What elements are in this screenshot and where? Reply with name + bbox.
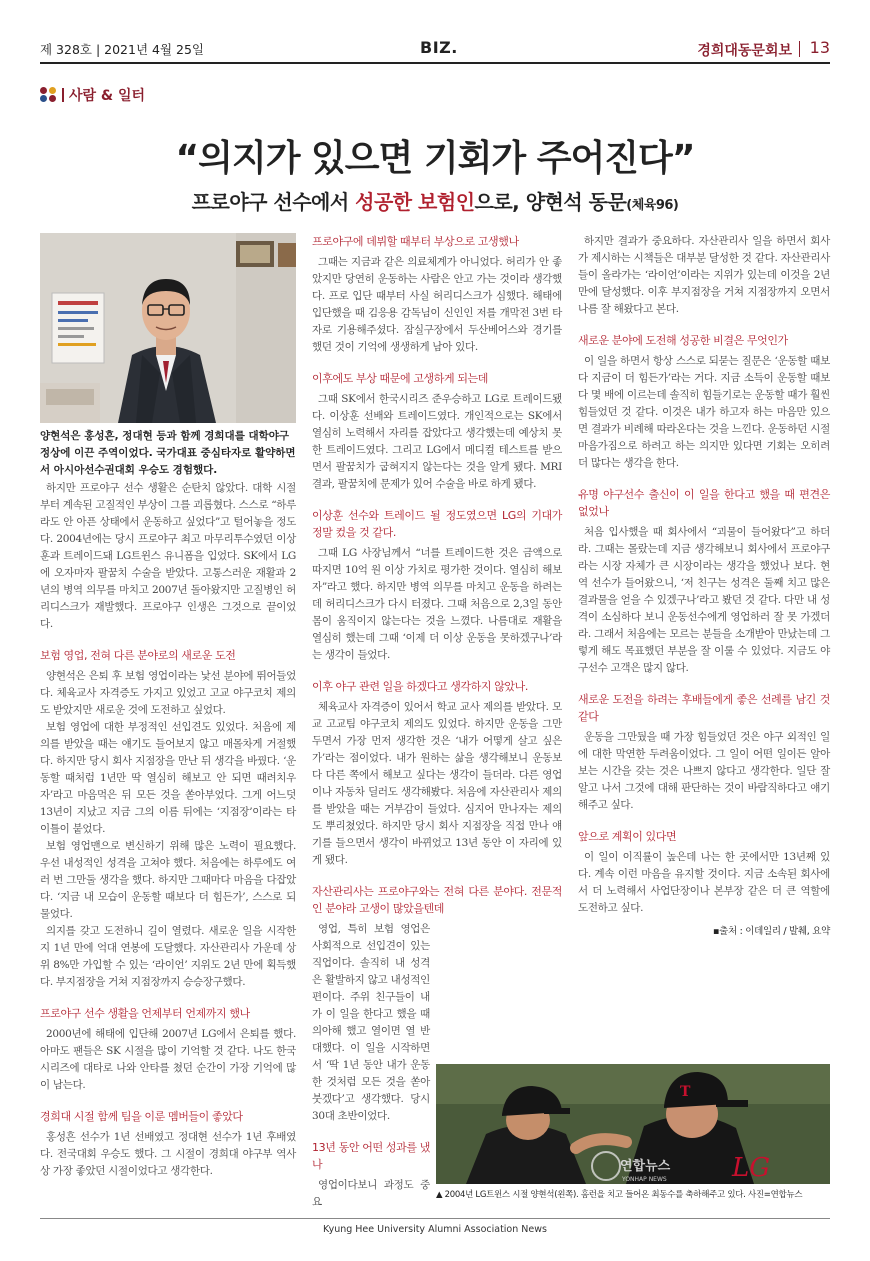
section-title: BIZ. xyxy=(420,38,458,57)
header-divider xyxy=(799,41,800,57)
issue-info: 제 328호 | 2021년 4월 25일 xyxy=(40,42,204,57)
lg-logo-text: LG xyxy=(732,1153,771,1183)
paragraph: 영업이다보니 과정도 중요 xyxy=(312,1179,430,1208)
subheadline: 프로야구 선수에서 성공한 보험인으로, 양현석 동문(체육96) xyxy=(191,190,679,214)
question-heading: 앞으로 계획이 있다면 xyxy=(578,830,677,843)
paragraph: 그때 LG 사장님께서 “너를 트레이드한 것은 금액으로 따지면 10억 원 이상 가치로 평가한 것이다. 열심히 해보자”라고 했다. 하지만 병역 의무를 마치고 운동을 하려는데 허리디스크가 다시 터졌다. 그때 처음으로 2,3일 동안 몸이 움직이지 않는다는 것을 느꼈다. 나름대로 재활을 열심히 했는데 그때 ‘이제 더 이상 운동을 못하겠구나’라는 생각이 들었다. xyxy=(312,547,562,661)
paragraph: 체육교사 자격증이 있어서 학교 교사 제의를 받았다. 모교 고교팀 야구코치 제의도 있었다. 하지만 운동을 그만두면서 가장 먼저 생각한 것은 ‘내가 어떻게 살고 싶은가’라는 점이었다. 내가 원하는 삶을 생각해보니 운동보다 다른 쪽에서 해보고 싶다는 생각이 들더라. 다른 영업이나 자동차 딜러도 생각해봤다. 처음에 자산관리사 제의를 받았을 때는 거부감이 들었다. 심지어 만나자는 제의도 뿌리쳤었다. 하지만 당시 회사 지점장을 직접 만나 얘기를 들으면서 생각이 바뀌었고 13년 동안 이 자리에 있게 됐다. xyxy=(312,701,562,866)
question-heading: 이후에도 부상 때문에 고생하게 되는데 xyxy=(312,372,489,385)
paragraph: 운동을 그만뒀을 때 가장 힘들었던 것은 야구 외적인 일에 대한 막연한 두려움이었다. 그 일이 어떤 일이든 알아보는 시간을 갖는 것은 나쁘지 않다고 생각한다. 일단 잘 알고 나서 그것에 대해 판단하는 것이 바람직하다고 얘기해주고 싶다. xyxy=(578,731,830,811)
question-heading: 새로운 도전을 하려는 후배들에게 좋은 선례를 남긴 것 같다 xyxy=(578,693,830,723)
paragraph: 이 일을 하면서 항상 스스로 되묻는 질문은 ‘운동할 때보다 지금이 더 힘든가’라는 거다. 지금 소득이 운동할 때보다 몇 배에 이르는데 솔직히 힘들기로는 운동할 때가 훨씬 힘들었던 것 같다. 이것은 내가 하고자 하는 마음만 있으면 결과가 비례해 따라온다는 것을 느낀다. 운동하던 시절 마음가짐으로 하려고 하는 의지만 있다면 기회는 오히려 더 많다는 생각을 한다. xyxy=(578,355,830,469)
baseball-photo-caption: ▲ 2004년 LG트윈스 시절 양현석(왼쪽). 홈런을 치고 들어온 최동수를 축하해주고 있다. 사진=연합뉴스 xyxy=(436,1190,803,1200)
source-note: ▪출처 : 이데일리 / 발췌, 요약 xyxy=(712,926,830,937)
portrait-photo xyxy=(40,233,296,423)
page-number: 13 xyxy=(809,38,830,57)
question-heading: 이상훈 선수와 트레이드 될 정도였으면 LG의 기대가 정말 컸을 것 같다. xyxy=(312,509,562,539)
svg-text:T: T xyxy=(680,1084,691,1100)
watermark-text: 연합뉴스 xyxy=(620,1159,671,1174)
question-heading: 13년 동안 어떤 성과를 냈나 xyxy=(312,1141,430,1171)
headline: “의지가 있으면 기회가 주어진다” xyxy=(175,138,695,179)
paragraph: 하지만 프로야구 선수 생활은 순탄치 않았다. 대학 시절부터 계속된 고질적인 부상이 그를 괴롭혔다. 스스로 “하루라도 안 아픈 상태에서 운동하고 싶었다”고 털어놓을 정도다. 2004년에는 당시 프로야구 최고 마무리투수였던 이상훈과 트레이드돼 LG트윈스 유니폼을 입었다. SK에서 LG에 오자마자 팔꿈치 수술을 받았다. 고통스러운 재활과 2년의 병역 의무를 마치고 2007년 돌아왔지만 고질병인 허리디스크가 재발했다. 프로야구 인생은 그것으로 끝이었다. xyxy=(40,482,296,630)
question-heading: 프로야구 선수 생활을 언제부터 언제까지 했나 xyxy=(40,1007,250,1020)
paragraph: 보험 영업에 대한 부정적인 선입견도 있었다. 처음에 제의를 받았을 때는 얘기도 들어보지 않고 매몰차게 거절했다. 하지만 당시 회사 지점장을 만난 뒤 생각을 바꿨다. ‘운동할 때처럼 1년만 딱 열심히 해보고 안 되면 때려치우자’라고 마음먹은 뒤 모든 것을 쏟아부었다. 그게 어느덧 13년이 지났고 지금 그의 이름 뒤에는 ‘지점장’이라는 타이틀이 붙었다. xyxy=(40,721,296,835)
page-footer: Kyung Hee University Alumni Association News xyxy=(40,1218,830,1235)
paragraph: 하지만 결과가 중요하다. 자산관리사 일을 하면서 회사가 제시하는 시책들은 대부분 달성한 것 같다. 자산관리사들이 올라가는 ‘라이언’이라는 지위가 있는데 이것을 2년 만에 달성했다. 이후 부지점장을 거쳐 지점장까지 오면서 나름 잘 해왔다고 본다. xyxy=(578,235,830,315)
column-3 xyxy=(578,233,830,940)
paragraph: 홍성흔 선수가 1년 선배였고 정대현 선수가 1년 후배였다. 전국대회 우승도 했다. 그 시절이 경희대 야구부 역사상 가장 좋았던 시절이었다고 생각한다. xyxy=(40,1131,296,1177)
page-header xyxy=(40,38,830,64)
paragraph: 2000년에 해태에 입단해 2007년 LG에서 은퇴를 했다. 아마도 팬들은 SK 시절을 많이 기억할 것 같다. 나도 한국시리즈에 대타로 나와 안타를 쳤던 순간이 가장 기억에 많이 남는다. xyxy=(40,1028,296,1091)
question-heading: 경희대 시절 함께 팀을 이룬 멤버들이 좋았다 xyxy=(40,1110,243,1123)
question-heading: 보험 영업, 전혀 다른 분야로의 새로운 도전 xyxy=(40,649,236,662)
category-dots-icon xyxy=(40,87,58,103)
paragraph: 영업, 특히 보험 영업은 사회적으로 선입견이 있는 직업이다. 솔직히 내 성격은 활발하지 않고 내성적인 편이다. 주위 친구들이 내가 이 일을 한다고 했을 때 의아해 했고 열이면 열 반대했다. 이 일을 시작하면서 ‘딱 1년 동안 내가 운동한 것처럼 모든 것을 쏟아붓겠다’고 생각했다. 당시 30대 초반이었다. xyxy=(312,923,430,1122)
question-heading: 프로야구에 데뷔할 때부터 부상으로 고생했나 xyxy=(312,235,519,248)
baseball-photo xyxy=(436,1064,830,1184)
column-1 xyxy=(40,480,296,1180)
watermark-en: YONHAP NEWS xyxy=(622,1176,667,1183)
question-heading: 이후 야구 관련 일을 하겠다고 생각하지 않았나. xyxy=(312,680,528,693)
paragraph: 의지를 갖고 도전하니 길이 열렸다. 새로운 일을 시작한 지 1년 만에 억대 연봉에 도달했다. 자산관리사 가운데 상위 8%만 가입할 수 있는 ‘라이언’ 지위도 2년 만에 획득했다. 부지점장을 거쳐 지점장까지 승승장구했다. xyxy=(40,925,296,988)
paragraph: 처음 입사했을 때 회사에서 “괴물이 들어왔다”고 하더라. 그때는 몰랐는데 지금 생각해보니 회사에서 프로야구라는 시장 자체가 큰 시장이라는 생각을 했었나 보다. 현역 선수가 들어왔으니, ‘저 친구는 성격은 둘째 치고 많은 결과물을 얻을 수 있겠구나’라고 봤던 것 같다. 다만 내 성격이 소심하다 보니 운동선수에게 영업하러 잘 못 가겠더라. 그래서 처음에는 모르는 분들을 소개받아 만났는데 그렇게 해도 목표했던 부분을 잘 이룰 수 있었다. 지금도 야구선수 고객은 많지 않다. xyxy=(578,526,830,674)
category-label: 사람 & 일터 xyxy=(62,85,145,105)
portrait-caption: 양현석은 홍성흔, 정대현 등과 함께 경희대를 대학야구 정상에 이끈 주역이었다. 국가대표 중심타자로 활약하면서 아시아선수권대회 우승도 경험했다. xyxy=(40,430,296,476)
paragraph: 이 일이 이직률이 높은데 나는 한 곳에서만 13년째 있다. 계속 이런 마음을 유지할 것이다. 지금 소속된 회사에서 더 노력해서 사업단장이나 본부장 같은 더 큰 역할에 도전하고 싶다. xyxy=(578,851,830,914)
paragraph: 그때 SK에서 한국시리즈 준우승하고 LG로 트레이드됐다. 이상훈 선배와 트레이드였다. 개인적으로는 SK에서 열심히 노력해서 자리를 잡았다고 생각했는데 예상치 못한 트레이드였다. 그리고 LG에서 메디컬 테스트를 받으면서 팔꿈치가 굽혀지지 않는다는 것을 알게 됐다. MRI 결과, 팔꿈치에 문제가 있어 수술을 바로 하게 됐다. xyxy=(312,393,562,490)
question-heading: 새로운 분야에 도전해 성공한 비결은 무엇인가 xyxy=(578,334,788,347)
paragraph: 양현석은 은퇴 후 보험 영업이라는 낯선 분야에 뛰어들었다. 체육교사 자격증도 가지고 있었고 고교 야구코치 제의도 받았지만 새로운 것에 도전하고 싶었다. xyxy=(40,670,296,716)
question-heading: 자산관리사는 프로야구와는 전혀 다른 분야다. 전문적인 분야라 고생이 많았을텐데 xyxy=(312,885,562,915)
masthead: 경희대동문회보 xyxy=(697,43,792,59)
paragraph: 그때는 지금과 같은 의료체계가 아니었다. 허리가 안 좋았지만 당연히 운동하는 사람은 안고 가는 것이라 생각했다. 프로 입단 때부터 사실 허리디스크가 심했다. 해태에 입단했을 때 김응용 감독님이 신인인 저를 개막전 3번 타자로 기용해주셨다. 잠실구장에서 두산베어스와 경기를 했던 것이 기억에 생생하게 남아 있다. xyxy=(312,256,562,353)
question-heading: 유명 야구선수 출신이 이 일을 한다고 했을 때 편견은 없었나 xyxy=(578,488,830,518)
paragraph: 보험 영업맨으로 변신하기 위해 많은 노력이 필요했다. 우선 내성적인 성격을 고쳐야 했다. 처음에는 하루에도 여러 번 그만둘 생각을 했다. 하지만 그때마다 마음을 다잡았다. ‘지금 내 모습이 운동할 때보다 더 힘든가’, 스스로 되물었다. xyxy=(40,840,296,920)
